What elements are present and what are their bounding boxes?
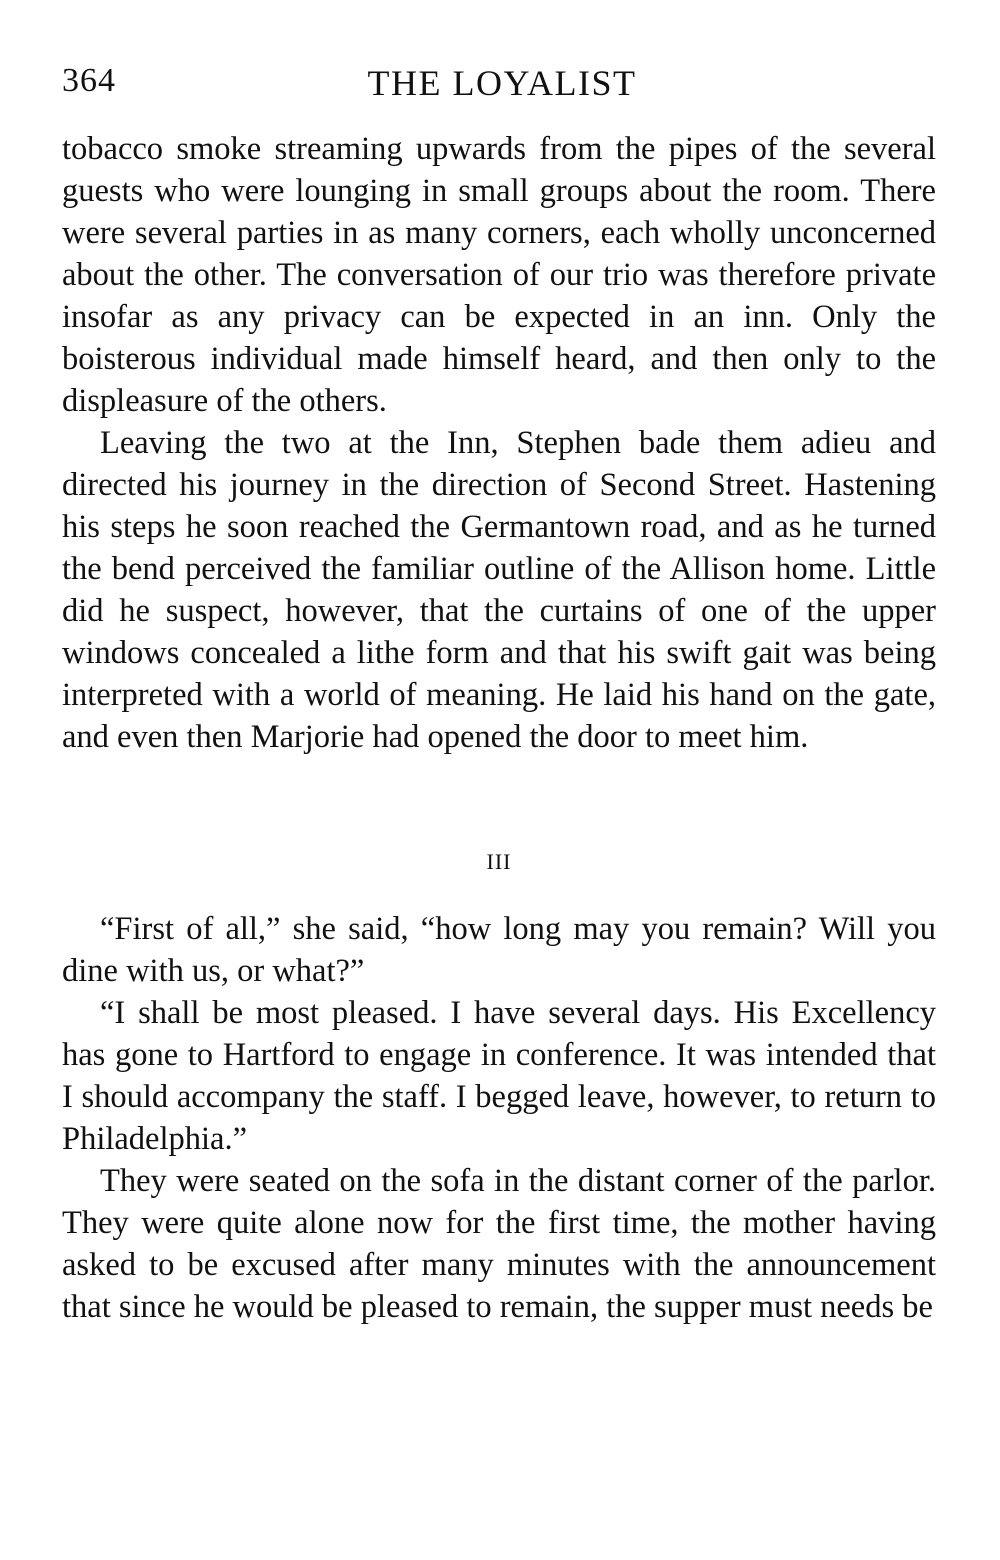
paragraph-stephen-leaves: Leaving the two at the Inn, Stephen bade them adieu and directed his journey in the direction of Second Street. Hastening his steps he soon reached the Germantown road, and as he turned the bend perceived the familiar outline of the Allison home. Little did he suspect, however, that the curtains of one of the upper windows concealed a lithe form and that his swift gait was being interpreted with a world of meaning. He laid his hand on the gate, and even then Marjorie had opened the door to meet him. (62, 425, 936, 755)
body-text (62, 128, 936, 1328)
running-title: THE LOYALIST (367, 63, 637, 103)
paragraph-continuation: tobacco smoke streaming upwards from the pipes of the several guests who were lounging in small groups about the room. There were several parties in as many corners, each wholly unconcerned about the other. The conversation of our trio was therefore private insofar as any privacy can be expected in an inn. Only the boisterous individual made himself heard, and then only to the displeasure of the others. (62, 131, 936, 419)
page-number: 364 (62, 62, 116, 99)
paragraph-dialogue-second: “I shall be most pleased. I have several days. His Excellency has gone to Hartford to engage in conference. It was intended that I should accompany the staff. I begged leave, however, to return to Philadelphia.” (62, 995, 936, 1157)
paragraph-dialogue-first: “First of all,” she said, “how long may you remain? Will you dine with us, or what?” (62, 911, 936, 989)
paragraph-sofa: They were seated on the sofa in the distant corner of the parlor. They were quite alone now for the first time, the mother having asked to be excused after many minutes with the announcement that since he would be pleased to remain, the supper must needs be (62, 1163, 936, 1325)
page-header (62, 58, 942, 108)
section-number: III (486, 849, 512, 874)
